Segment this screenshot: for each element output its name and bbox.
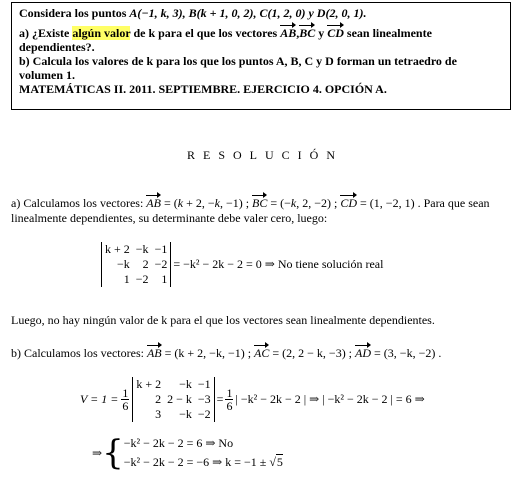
- part-a-prefix: a) ¿Existe: [19, 26, 70, 40]
- volume-lhs: V = 1 =: [80, 392, 119, 406]
- vector-bc: BC: [299, 26, 316, 40]
- highlighted-text: algún valor: [72, 26, 131, 40]
- part-b-intro: b) Calculamos los vectores:: [11, 346, 144, 360]
- matrix-cell: −2: [197, 407, 211, 421]
- matrix-cell: k + 2: [136, 377, 162, 391]
- fraction-denominator: 6: [122, 399, 129, 413]
- absolute-value-equation: | −k² − 2k − 2 | ⇒ | −k² − 2k − 2 | = 6 ⇒: [235, 392, 425, 406]
- vector-ac-value: = (2, 2 − k, −3) ;: [272, 346, 353, 360]
- part-a-line1: [11, 196, 516, 211]
- cases-list: [124, 434, 283, 472]
- determinant-a-result: = −k² − 2k − 2 = 0 ⇒ No tiene solución real: [173, 257, 384, 271]
- sqrt-argument: 5: [276, 455, 283, 469]
- fraction-denominator-2: 6: [226, 399, 233, 413]
- part-a-mid: de k para el que los vectores: [133, 26, 278, 40]
- resolution-heading: RESOLUCIÓN: [186, 148, 343, 162]
- cases-block: [92, 434, 283, 472]
- sqrt-symbol: √: [269, 455, 276, 469]
- part-a-suffix-text: . Para que sean: [417, 196, 490, 210]
- case-2: [124, 453, 283, 472]
- implies-arrow: ⇒: [92, 445, 103, 460]
- problem-statement: [11, 2, 511, 110]
- problem-points: A(−1, k, 3), B(k + 1, 0, 2), C(1, 2, 0) y D(2, 0, 1).: [129, 6, 367, 20]
- part-a-line2: linealmente dependientes, su determinante debe valer cero, luego:: [11, 211, 328, 225]
- matrix-cell: −3: [197, 392, 211, 406]
- vector-ac: AC: [254, 346, 270, 360]
- matrix-cell: 1: [123, 272, 130, 286]
- determinant-b: [132, 377, 214, 422]
- case-1: −k² − 2k − 2 = 6 ⇒ No: [123, 436, 234, 450]
- matrix-cell: 2: [155, 392, 162, 406]
- vector-ad: AD: [355, 346, 372, 360]
- matrix-cell: −1: [154, 242, 168, 256]
- problem-intro: [19, 6, 503, 20]
- vector-ab: AB: [280, 26, 297, 40]
- problem-part-b: b) Calcula los valores de k para los que los puntos A, B, C y D forman un tetraedro de volumen 1.: [19, 54, 457, 82]
- matrix-cell: 2 − k: [167, 392, 192, 406]
- part-a-vectors: = (k + 2, −k, −1) ; BC = (−k, 2, −2) ; CD = (1, −2, 1): [163, 196, 415, 210]
- determinant-a-matrix: [102, 242, 170, 287]
- matrix-cell: −2: [154, 257, 168, 271]
- matrix-cell: −k: [117, 257, 130, 271]
- fraction-numerator: 1: [122, 386, 129, 400]
- fraction-one-sixth: [121, 387, 129, 412]
- matrix-row: [133, 407, 213, 422]
- case-2-text: −k² − 2k − 2 = −6 ⇒ k = −1 ±: [123, 455, 267, 469]
- matrix-cell: −2: [135, 272, 149, 286]
- part-b-line: [11, 346, 516, 361]
- problem-part-a: a) ¿Existe algún valor de k para el que los vectores AB,BC y CD sean linealmente dependientes?.: [19, 26, 432, 54]
- vector-ab-b: AB: [146, 346, 162, 360]
- left-brace: {: [102, 433, 124, 473]
- volume-equation: [80, 377, 425, 422]
- matrix-cell: −k: [135, 242, 149, 256]
- fraction-one-sixth-2: [225, 387, 233, 412]
- determinant-a-equation: [101, 242, 383, 287]
- matrix-row: [102, 272, 170, 287]
- determinant-b-matrix: [133, 377, 213, 422]
- matrix-cell: 3: [155, 407, 162, 421]
- matrix-cell: −1: [197, 377, 211, 391]
- problem-source: MATEMÁTICAS II. 2011. SEPTIEMBRE. EJERCICIO 4. OPCIÓN A.: [19, 82, 387, 96]
- problem-intro-text: Considera los puntos: [19, 6, 127, 20]
- determinant-a: [101, 242, 171, 287]
- matrix-row: [102, 242, 170, 257]
- matrix-row: [133, 377, 213, 392]
- fraction-numerator-2: 1: [226, 386, 233, 400]
- part-a-suffix: sean linealmente dependientes?.: [19, 26, 432, 54]
- equals-sign: =: [216, 392, 224, 406]
- matrix-row: [102, 257, 170, 272]
- vector-ab-value: = (k + 2, −k, −1) ;: [164, 346, 252, 360]
- matrix-row: [133, 392, 213, 407]
- matrix-cell: 2: [142, 257, 149, 271]
- vector-ad-value: = (3, −k, −2) .: [374, 346, 442, 360]
- vector-cd: CD: [327, 26, 344, 40]
- part-a-intro: a) Calculamos los vectores:: [11, 196, 144, 210]
- matrix-cell: k + 2: [105, 242, 130, 256]
- matrix-cell: 1: [161, 272, 168, 286]
- matrix-cell: −k: [179, 377, 192, 391]
- matrix-cell: −k: [179, 407, 192, 421]
- part-a-paragraph: [11, 196, 516, 226]
- vector-ab-label: AB: [146, 196, 161, 210]
- part-a-conclusion: Luego, no hay ningún valor de k para el que los vectores sean linealmente dependientes.: [11, 313, 435, 327]
